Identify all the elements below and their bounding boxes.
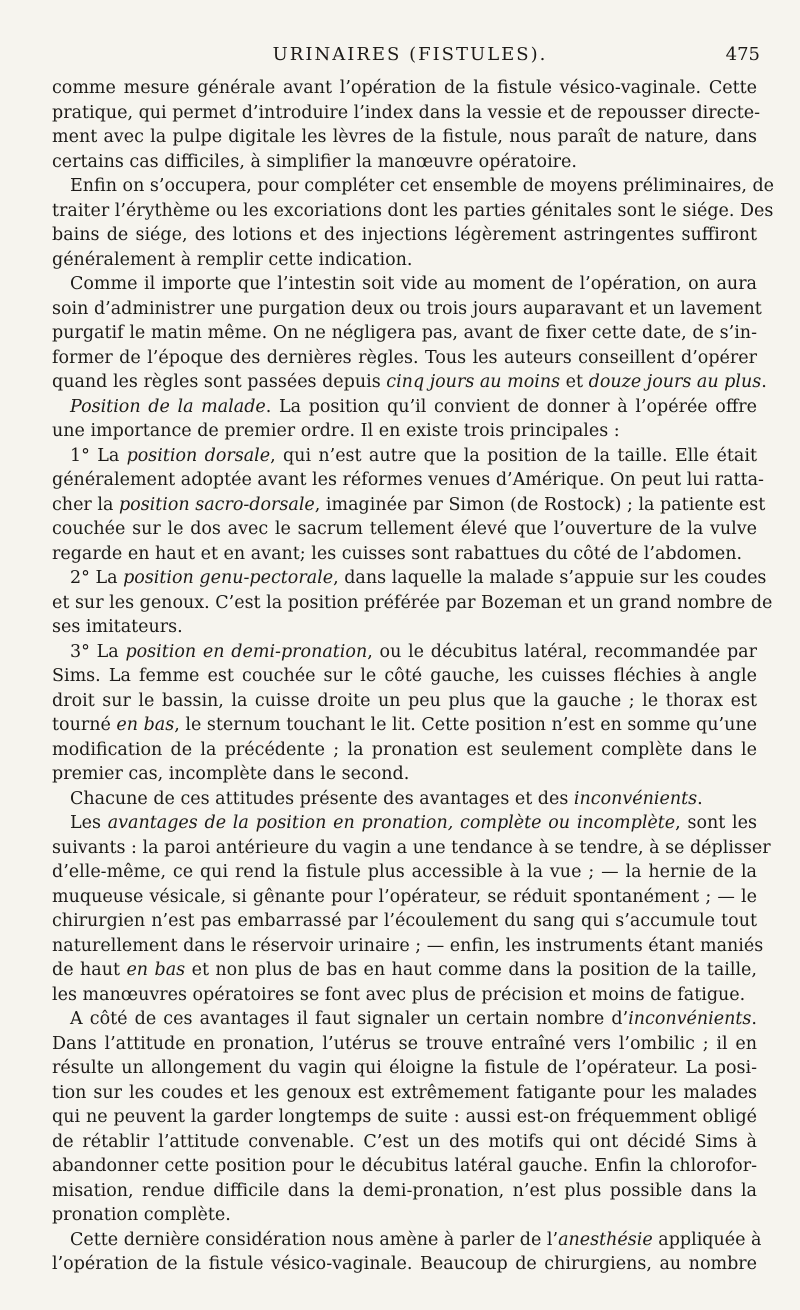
text-line: résulte un allongement du vagin qui éloigne la fistule de l’opérateur. La posi- <box>52 1058 757 1078</box>
italic-text: douze jours au plus <box>588 372 762 392</box>
text-line: chirurgien n’est pas embarrassé par l’écoulement du sang qui s’accumule tout <box>52 911 757 931</box>
text-line: ment avec la pulpe digitale les lèvres de la fistule, nous paraît de nature, dans <box>52 127 757 147</box>
text-line: qui ne peuvent la garder longtemps de suite : aussi est-on fréquemment obligé <box>52 1107 757 1127</box>
text-line: traiter l’érythème ou les excoriations dont les parties génitales sont le siége. Des <box>52 200 774 221</box>
italic-text: avantages de la position en pronation, complète ou incomplète <box>107 813 676 833</box>
text-line: suivants : la paroi antérieure du vagin a une tendance à se tendre, à se déplisser <box>52 837 771 858</box>
text-line: purgatif le matin même. On ne négligera pas, avant de fixer cette date, de s’in- <box>52 323 757 343</box>
text-line: Chacune de ces attitudes présente des avantages et des inconvénients. <box>70 788 703 809</box>
text-line: les manœuvres opératoires se font avec plus de précision et moins de fatigue. <box>52 984 746 1005</box>
text-line: 3° La position en demi-pronation, ou le décubitus latéral, recommandée par <box>70 641 757 662</box>
text-line: généralement à remplir cette indication. <box>52 249 413 270</box>
text-line: certains cas difficiles, à simplifier la manœuvre opératoire. <box>52 151 577 172</box>
text-line: une importance de premier ordre. Il en existe trois principales : <box>52 421 620 441</box>
text-line: et sur les genoux. C’est la position préférée par Bozeman et un grand nombre de <box>52 592 773 613</box>
italic-text: en bas <box>126 960 186 980</box>
text-line: droit sur le bassin, la cuisse droite un peu plus que la gauche ; le thorax est <box>52 690 757 711</box>
text-line: généralement adoptée avant les réformes venues d’Amérique. On peut lui ratta- <box>52 470 764 490</box>
text-line: naturellement dans le réservoir urinaire ; — enfin, les instruments étant maniés <box>52 935 764 956</box>
text-line: premier cas, incomplète dans le second. <box>52 764 410 784</box>
italic-text: cinq jours au moins <box>386 372 561 392</box>
italic-text: position sacro-dorsale <box>118 494 315 515</box>
text-line: bains de siége, des lotions et des injections légèrement astringentes suffiront <box>52 225 757 245</box>
italic-text: Position de la malade <box>70 396 266 417</box>
text-line: Cette dernière considération nous amène à parler de l’anesthésie appliquée à <box>70 1229 762 1250</box>
text-line: couchée sur le dos avec le sacrum tellement élevé que l’ouverture de la vulve <box>52 519 757 539</box>
text-line: de rétablir l’attitude convenable. C’est un des motifs qui ont décidé Sims à <box>52 1131 757 1152</box>
text-line: pronation complète. <box>52 1205 231 1225</box>
text-line: regarde en haut et en avant; les cuisses sont rabattues du côté de l’abdomen. <box>52 543 743 564</box>
text-line: 1° La position dorsale, qui n’est autre que la position de la taille. Elle était <box>70 445 757 466</box>
italic-text: inconvénients <box>573 788 698 809</box>
text-line: Enfin on s’occupera, pour compléter cet ensemble de moyens préliminaires, de <box>70 176 775 196</box>
text-line: Dans l’attitude en pronation, l’utérus se trouve entraîné vers l’ombilic ; il en <box>52 1033 757 1054</box>
text-line: A côté de ces avantages il faut signaler un certain nombre d’inconvénients. <box>70 1009 757 1029</box>
italic-text: position en demi-pronation <box>125 641 368 662</box>
italic-text: anesthésie <box>558 1229 653 1250</box>
italic-text: position dorsale <box>126 445 271 466</box>
text-line: misation, rendue difficile dans la demi-pronation, n’est plus possible dans la <box>52 1180 757 1201</box>
text-line: ses imitateurs. <box>52 617 183 637</box>
text-line: soin d’administrer une purgation deux ou trois jours auparavant et un lavement <box>52 298 762 319</box>
text-line: Comme il importe que l’intestin soit vide au moment de l’opération, on aura <box>70 274 757 294</box>
running-title: URINAIRES (FISTULES). <box>272 44 548 65</box>
text-line: Les avantages de la position en pronation, complète ou incomplète, sont les <box>70 813 757 833</box>
text-line: Sims. La femme est couchée sur le côté gauche, les cuisses fléchies à angle <box>52 666 757 686</box>
text-line: Position de la malade. La position qu’il convient de donner à l’opérée offre <box>70 396 757 417</box>
page-number: 475 <box>725 44 760 65</box>
text-line: abandonner cette position pour le décubitus latéral gauche. Enfin la chlorofor- <box>52 1156 757 1176</box>
text-line: de haut en bas et non plus de bas en haut comme dans la position de la taille, <box>52 960 757 980</box>
italic-text: position genu-pectorale <box>123 568 334 588</box>
text-line: quand les règles sont passées depuis cinq jours au moins et douze jours au plus. <box>52 372 767 392</box>
italic-text: inconvénients <box>628 1009 752 1029</box>
text-line: cher la position sacro-dorsale, imaginée par Simon (de Rostock) ; la patiente est <box>52 494 766 515</box>
italic-text: en bas <box>116 715 175 735</box>
page-header <box>60 44 760 70</box>
text-line: d’elle-même, ce qui rend la fistule plus accessible à la vue ; — la hernie de la <box>52 862 757 882</box>
body-text <box>52 76 775 1277</box>
text-line: muqueuse vésicale, si gênante pour l’opérateur, se réduit spontanément ; — le <box>52 886 757 907</box>
text-line: former de l’époque des dernières règles. Tous les auteurs conseillent d’opérer <box>52 347 757 368</box>
text-line: tourné en bas, le sternum touchant le lit. Cette position n’est en somme qu’une <box>52 715 757 735</box>
text-line: comme mesure générale avant l’opération de la fistule vésico-vaginale. Cette <box>52 78 757 98</box>
text-line: 2° La position genu-pectorale, dans laquelle la malade s’appuie sur les coudes <box>70 568 767 588</box>
text-line: l’opération de la fistule vésico-vaginale. Beaucoup de chirurgiens, au nombre <box>52 1254 757 1274</box>
text-line: tion sur les coudes et les genoux est extrêmement fatigante pour les malades <box>52 1082 757 1103</box>
text-line: pratique, qui permet d’introduire l’index dans la vessie et de repousser directe- <box>52 102 761 123</box>
text-line: modification de la précédente ; la pronation est seulement complète dans le <box>52 739 757 760</box>
